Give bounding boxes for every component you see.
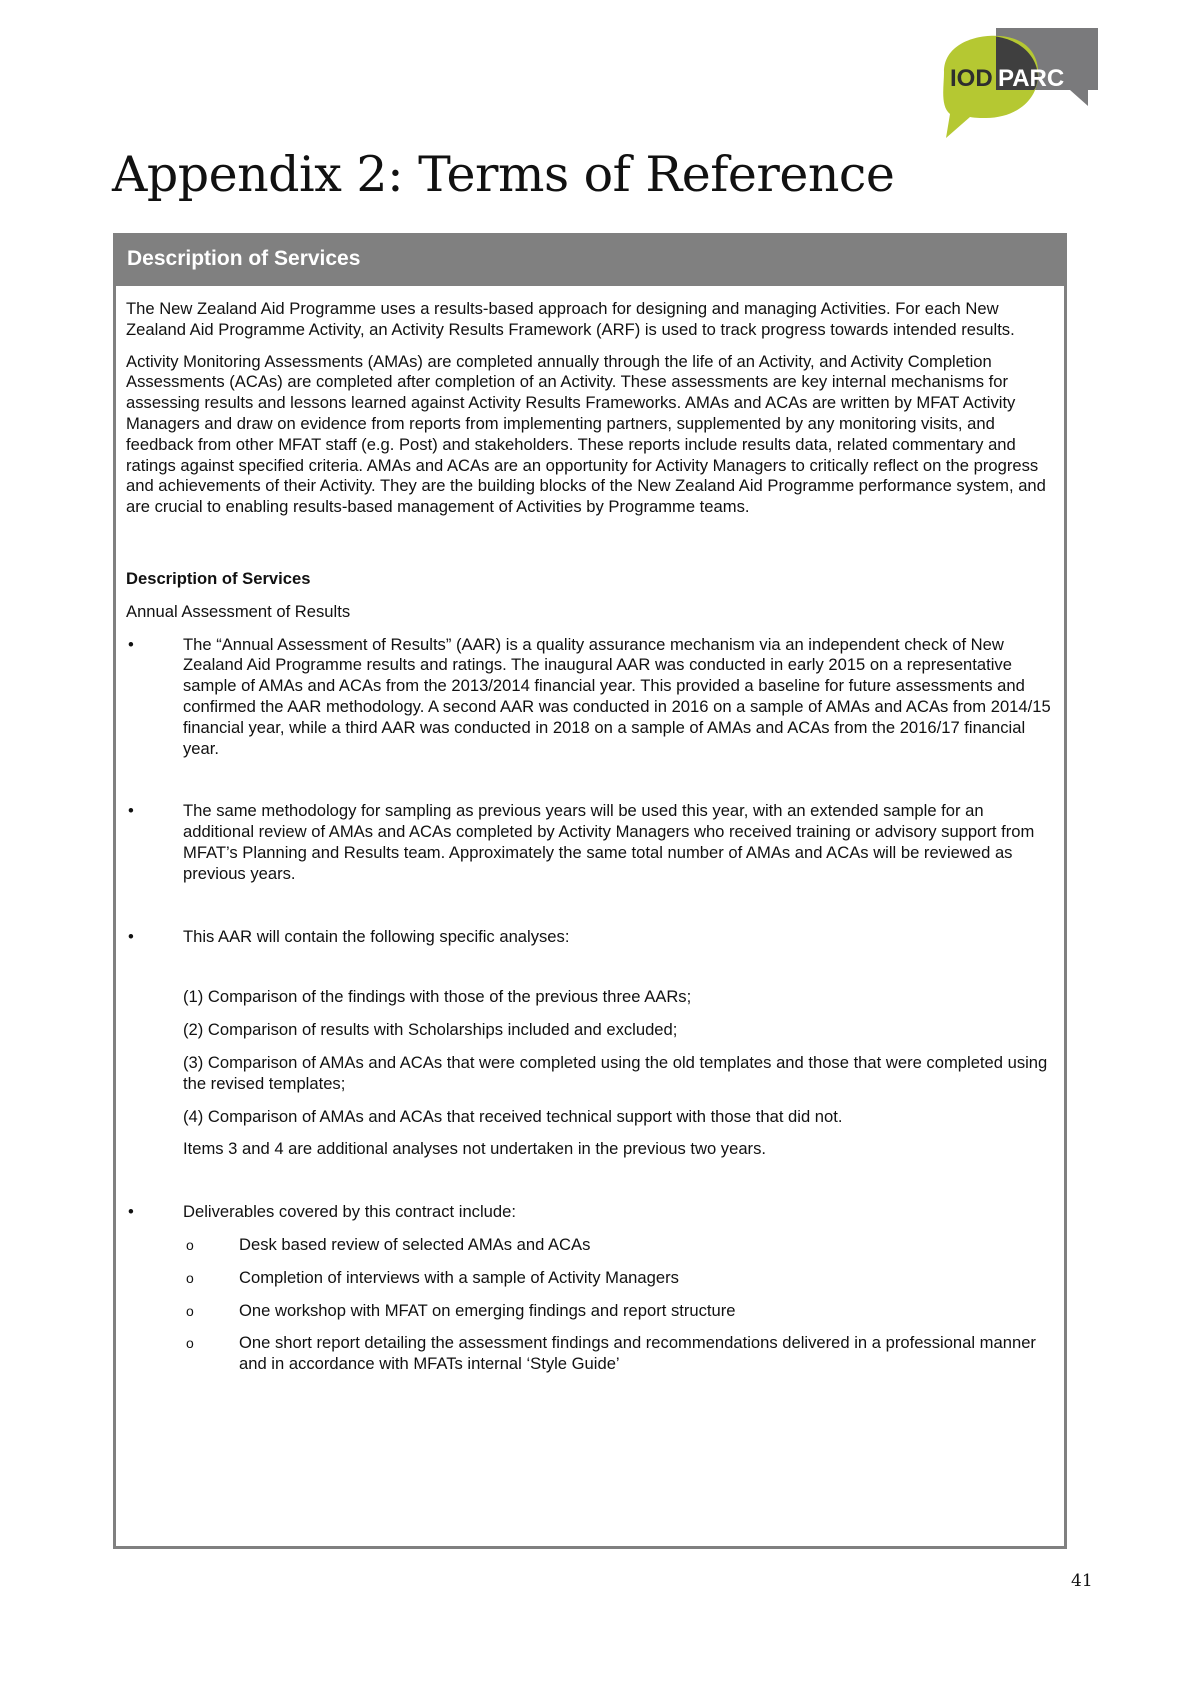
bullet-item <box>126 1202 1054 1223</box>
deliverable-item <box>183 1301 1054 1322</box>
speech-bubbles-icon <box>920 26 1100 144</box>
bullet-icon: • <box>128 634 134 654</box>
bullet-item <box>126 635 1054 760</box>
bullet-text: This AAR will contain the following specific analyses: <box>183 926 570 946</box>
deliverable-text: Desk based review of selected AMAs and ACAs <box>239 1234 591 1254</box>
circle-bullet-icon: o <box>186 1236 194 1253</box>
box-body <box>116 286 1064 1375</box>
analysis-item: (4) Comparison of AMAs and ACAs that received technical support with those that did not. <box>183 1106 843 1126</box>
circle-bullet-icon: o <box>186 1335 194 1352</box>
intro-paragraph: The New Zealand Aid Programme uses a results-based approach for designing and managing Activities. For each New Zealand Aid Programme Activity, an Activity Results Framework (ARF) is used to track progress towards intended results. <box>126 299 1015 339</box>
intro-paragraph: Activity Monitoring Assessments (AMAs) are completed annually through the life of an Activity, and Activity Completion Assessments (ACAs) are completed after completion of an Activity. These assessments are key internal mechanisms for assessing results and lessons learned against Activity Results Frameworks. AMAs and ACAs are written by MFAT Activity Managers and draw on evidence from reports from implementing partners, supplemented by any monitoring visits, and feedback from other MFAT staff (e.g. Post) and stakeholders. These reports include results data, related commentary and ratings against specified criteria. AMAs and ACAs are an opportunity for Activity Managers to critically reflect on the progress and achievements of their Activity. They are the building blocks of the New Zealand Aid Programme performance system, and are crucial to enabling results-based management of Activities by Programme teams. <box>126 351 1046 517</box>
analysis-item: (3) Comparison of AMAs and ACAs that were completed using the old templates and those that were completed using the revised templates; <box>183 1052 1048 1093</box>
terms-of-reference-box <box>113 233 1067 1549</box>
bullet-item <box>126 801 1054 884</box>
bullet-text: The “Annual Assessment of Results” (AAR) is a quality assurance mechanism via an independent check of New Zealand Aid Programme results and ratings. The inaugural AAR was conducted in early 2015 on a representative sample of AMAs and ACAs from the 2013/2014 financial year. This provided a baseline for future assessments and confirmed the AAR methodology. A second AAR was conducted in 2016 on a sample of AMAs and ACAs from 2014/15 financial year, while a third AAR was conducted in 2018 on a sample of AMAs and ACAs from the 2016/17 financial year. <box>183 634 1051 758</box>
deliverables-list <box>183 1235 1054 1375</box>
svg-text:IOD: IOD <box>950 65 993 92</box>
bullet-icon: • <box>128 801 134 821</box>
deliverable-item <box>183 1268 1054 1289</box>
analysis-item: (1) Comparison of the findings with those of the previous three AARs; <box>183 987 692 1007</box>
iod-parc-logo <box>920 26 1100 144</box>
page-title: Appendix 2: Terms of Reference <box>112 146 895 203</box>
bullet-icon: • <box>128 926 134 946</box>
circle-bullet-icon: o <box>186 1269 194 1286</box>
page-number: 41 <box>1071 1571 1093 1591</box>
section-heading: Description of Services <box>126 568 311 588</box>
section-subheading: Annual Assessment of Results <box>126 601 351 621</box>
deliverable-text: Completion of interviews with a sample of Activity Managers <box>239 1267 679 1287</box>
deliverable-item <box>183 1333 1054 1375</box>
bullet-text: Deliverables covered by this contract include: <box>183 1202 516 1222</box>
deliverable-text: One short report detailing the assessment findings and recommendations delivered in a professional manner and in accordance with MFATs internal ‘Style Guide’ <box>239 1333 1036 1374</box>
deliverable-text: One workshop with MFAT on emerging findings and report structure <box>239 1300 736 1320</box>
bullet-text: The same methodology for sampling as previous years will be used this year, with an extended sample for an additional review of AMAs and ACAs completed by Activity Managers who received training or advisory support from MFAT’s Planning and Results team. Approximately the same total number of AMAs and ACAs will be reviewed as previous years. <box>183 801 1035 883</box>
bullet-item <box>126 927 1054 948</box>
deliverable-item <box>183 1235 1054 1256</box>
analyses-list <box>183 987 1054 1160</box>
circle-bullet-icon: o <box>186 1302 194 1319</box>
analyses-note: Items 3 and 4 are additional analyses not undertaken in the previous two years. <box>183 1139 766 1159</box>
svg-text:PARC: PARC <box>998 65 1065 92</box>
box-header: Description of Services <box>116 236 1064 286</box>
bullet-icon: • <box>128 1202 134 1222</box>
analysis-item: (2) Comparison of results with Scholarships included and excluded; <box>183 1020 678 1040</box>
